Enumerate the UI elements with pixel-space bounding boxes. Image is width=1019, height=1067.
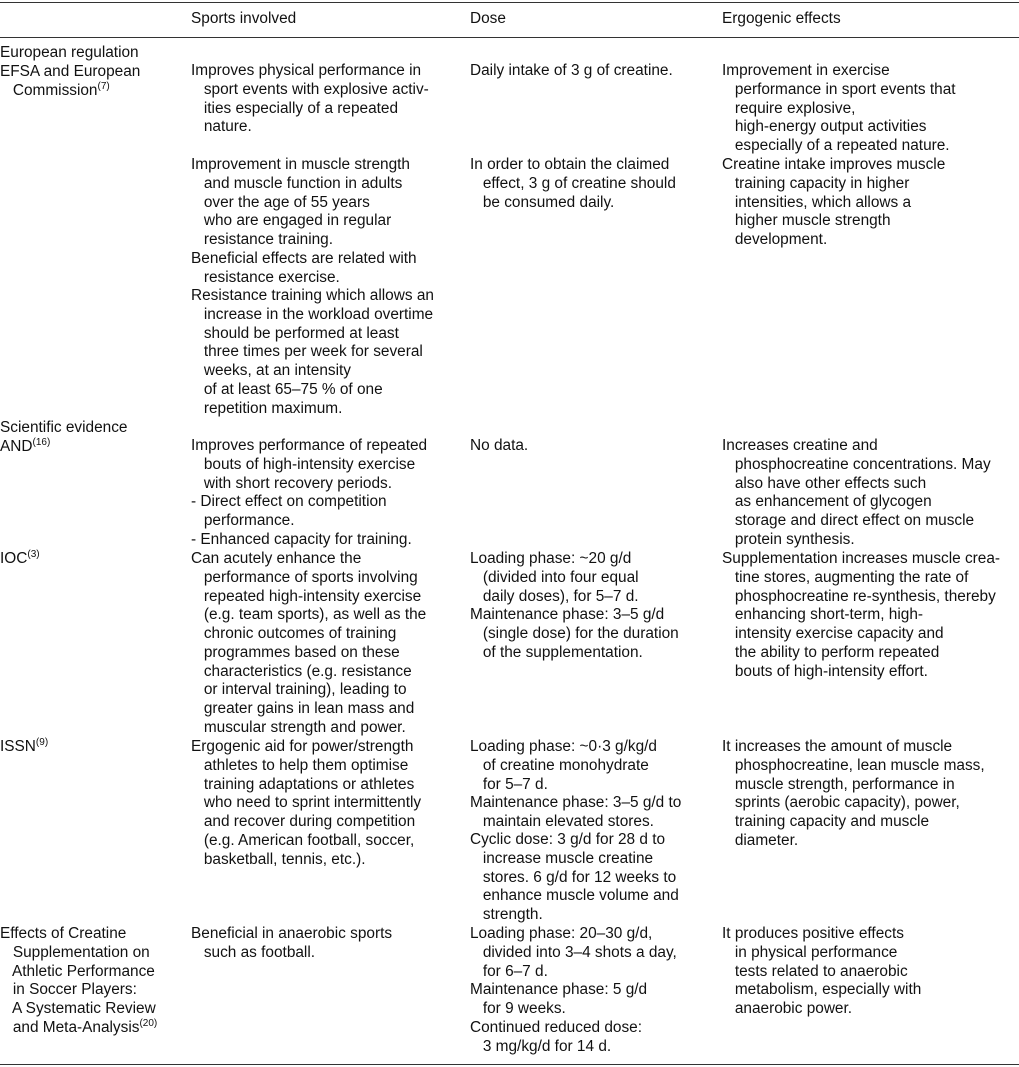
cell-efsa-sport-2b: Beneficial effects are related with resistance exercise. [191, 250, 417, 286]
cell-efsa-sport-2c: Resistance training which allows an increase in the workload overtime should be performed at least three times per week for several weeks, at an intensity of at least 65–75 % of one repetition maximum. [191, 287, 434, 417]
section-label-european: European regulation EFSA and European Commission$^{(7)}$ [0, 44, 141, 99]
header-rule [0, 37, 1019, 38]
section-label-issn: ISSN$^{(9)}$ [0, 737, 49, 755]
cell-efsa-effect-1: Improvement in exercise performance in sport events that require explosive, high-energy output activities especially of a repeated nature. [722, 62, 956, 154]
cell-ioc-sport: Can acutely enhance the performance of sports involving repeated high-intensity exercise (e.g. team sports), as well as the chronic outcomes of training programmes based on these characteristics (e.g. resistance or interval training), leading to greater gains in lean mass and muscular strength and power. [191, 550, 427, 736]
cell-soccer-sport: Beneficial in anaerobic sports such as football. [191, 925, 393, 961]
cell-ioc-effect: Supplementation increases muscle crea- tine stores, augmenting the rate of phosphocreatine re-synthesis, thereby enhancing short-term, high- intensity exercise capacity and the ability to perform repeated bouts of high-intensity effort. [722, 550, 1001, 680]
cell-issn-effect: It increases the amount of muscle phosphocreatine, lean muscle mass, muscle strength, performance in sprints (aerobic capacity), power, training capacity and muscle diameter. [722, 738, 985, 849]
section-label-soccer: Effects of Creatine Supplementation on Athletic Performance in Soccer Players: A Systematic Review and Meta-Analysis$^{(20)}$ [0, 925, 158, 1036]
cell-soccer-dose-2: Maintenance phase: 5 g/d for 9 weeks. [470, 981, 648, 1017]
header-sports-involved: Sports involved [191, 10, 297, 27]
cell-and-dose: No data. [470, 437, 529, 454]
header-dose: Dose [470, 10, 506, 27]
cell-ioc-dose-2: Maintenance phase: 3–5 g/d (single dose) for the duration of the supplementation. [470, 606, 679, 661]
top-rule [0, 2, 1019, 3]
cell-issn-dose-2: Maintenance phase: 3–5 g/d to maintain elevated stores. [470, 794, 682, 830]
cell-issn-dose-1: Loading phase: ~0·3 g/kg/d of creatine monohydrate for 5–7 d. [470, 738, 657, 793]
cell-efsa-dose-2: In order to obtain the claimed effect, 3 g of creatine should be consumed daily. [470, 156, 676, 211]
cell-and-sport: Improves performance of repeated bouts of high-intensity exercise with short recovery periods. - Direct effect on competition performance. - Enhanced capacity for training. [191, 437, 428, 548]
cell-soccer-effect: It produces positive effects in physical performance tests related to anaerobic metabolism, especially with anaerobic power. [722, 925, 922, 1017]
cell-soccer-dose-1: Loading phase: 20–30 g/d, divided into 3–4 shots a day, for 6–7 d. [470, 925, 677, 980]
section-label-scientific: Scientific evidence AND$^{(16)}$ [0, 419, 128, 455]
section-label-ioc: IOC$^{(3)}$ [0, 549, 40, 567]
cell-issn-dose-3: Cyclic dose: 3 g/d for 28 d to increase muscle creatine stores. 6 g/d for 12 weeks to enhance muscle volume and strength. [470, 831, 679, 923]
cell-efsa-dose-1: Daily intake of 3 g of creatine. [470, 62, 673, 79]
cell-issn-sport: Ergogenic aid for power/strength athletes to help them optimise training adaptations or athletes who need to sprint intermittently and recover during competition (e.g. American football, soccer, basketball, tennis, etc.). [191, 738, 422, 868]
cell-efsa-sport-2a: Improvement in muscle strength and muscle function in adults over the age of 55 years who are engaged in regular resistance training. [191, 156, 410, 248]
cell-efsa-sport-1: Improves physical performance in sport events with explosive activ- ities especially of a repeated nature. [191, 62, 429, 136]
bottom-rule [0, 1064, 1019, 1065]
cell-efsa-effect-2: Creatine intake improves muscle training capacity in higher intensities, which allows a higher muscle strength development. [722, 156, 946, 248]
header-ergogenic-effects: Ergogenic effects [722, 10, 841, 27]
cell-ioc-dose-1: Loading phase: ~20 g/d (divided into four equal daily doses), for 5–7 d. [470, 550, 639, 605]
cell-and-effect: Increases creatine and phosphocreatine concentrations. May also have other effects such as enhancement of glycogen storage and direct effect on muscle protein synthesis. [722, 437, 991, 548]
cell-soccer-dose-3: Continued reduced dose: 3 mg/kg/d for 14 d. [470, 1019, 642, 1055]
